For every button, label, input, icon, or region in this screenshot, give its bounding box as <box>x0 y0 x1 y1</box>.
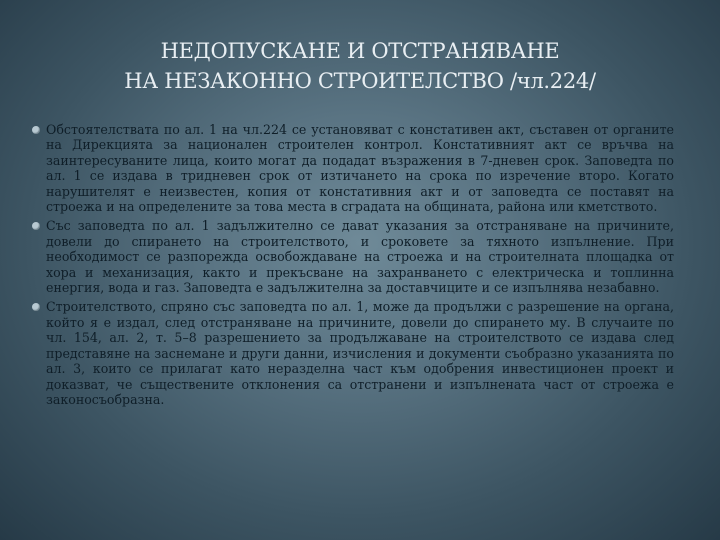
bullet-item <box>30 218 674 295</box>
bullet-text: Обстоятелствата по ал. 1 на чл.224 се установяват с констативен акт, съставен от органите на Дирекцията за национален строителен контрол. Констативният акт се връчва на заинтересуваните лица, които могат да подадат възражения в 7-дневен срок. Заповедта по ал. 1 се издава в тридневен срок от изтичането на срока по изречение второ. Когато нарушителят е неизвестен, копия от констативния акт и от заповедта се поставят на строежа и на определените за това места в сградата на общината, района или кметството. <box>46 122 674 215</box>
bullet-item <box>30 122 674 214</box>
slide-title-line-2: НА НЕЗАКОННО СТРОИТЕЛСТВО /чл.224/ <box>124 69 596 93</box>
slide-body <box>30 122 674 411</box>
bullet-text: Строителството, спряно със заповедта по ал. 1, може да продължи с разрешение на органа, който я е издал, след отстраняване на причините, довели до спирането му. В случаите по чл. 154, ал. 2, т. 5–8 разрешението за продължаване на строителството се издава след представяне на заснемане и други данни, изчисления и документи съобразно указанията по ал. 3, които се прилагат като неразделна част към одобрения инвестиционен проект и доказват, че съществените отклонения са отстранени и изпълнената част от строежа е законосъобразна. <box>46 299 674 407</box>
slide-title <box>40 36 680 96</box>
bullet-item <box>30 299 674 407</box>
bullet-text: Със заповедта по ал. 1 задължително се дават указания за отстраняване на причините, довели до спирането на строителството, и сроковете за тяхното изпълнение. При необходимост се разпорежда освобождаване на строежа и на строителната площадка от хора и механизация, както и прекъсване на захранването с електрическа и топлинна енергия, вода и газ. Заповедта е задължителна за доставчиците и се изпълнява незабавно. <box>46 218 674 296</box>
bullet-dot-icon <box>32 303 40 311</box>
bullet-dot-icon <box>32 222 40 230</box>
slide-title-line-1: НЕДОПУСКАНЕ И ОТСТРАНЯВАНЕ <box>160 39 560 63</box>
bullet-dot-icon <box>32 126 40 134</box>
